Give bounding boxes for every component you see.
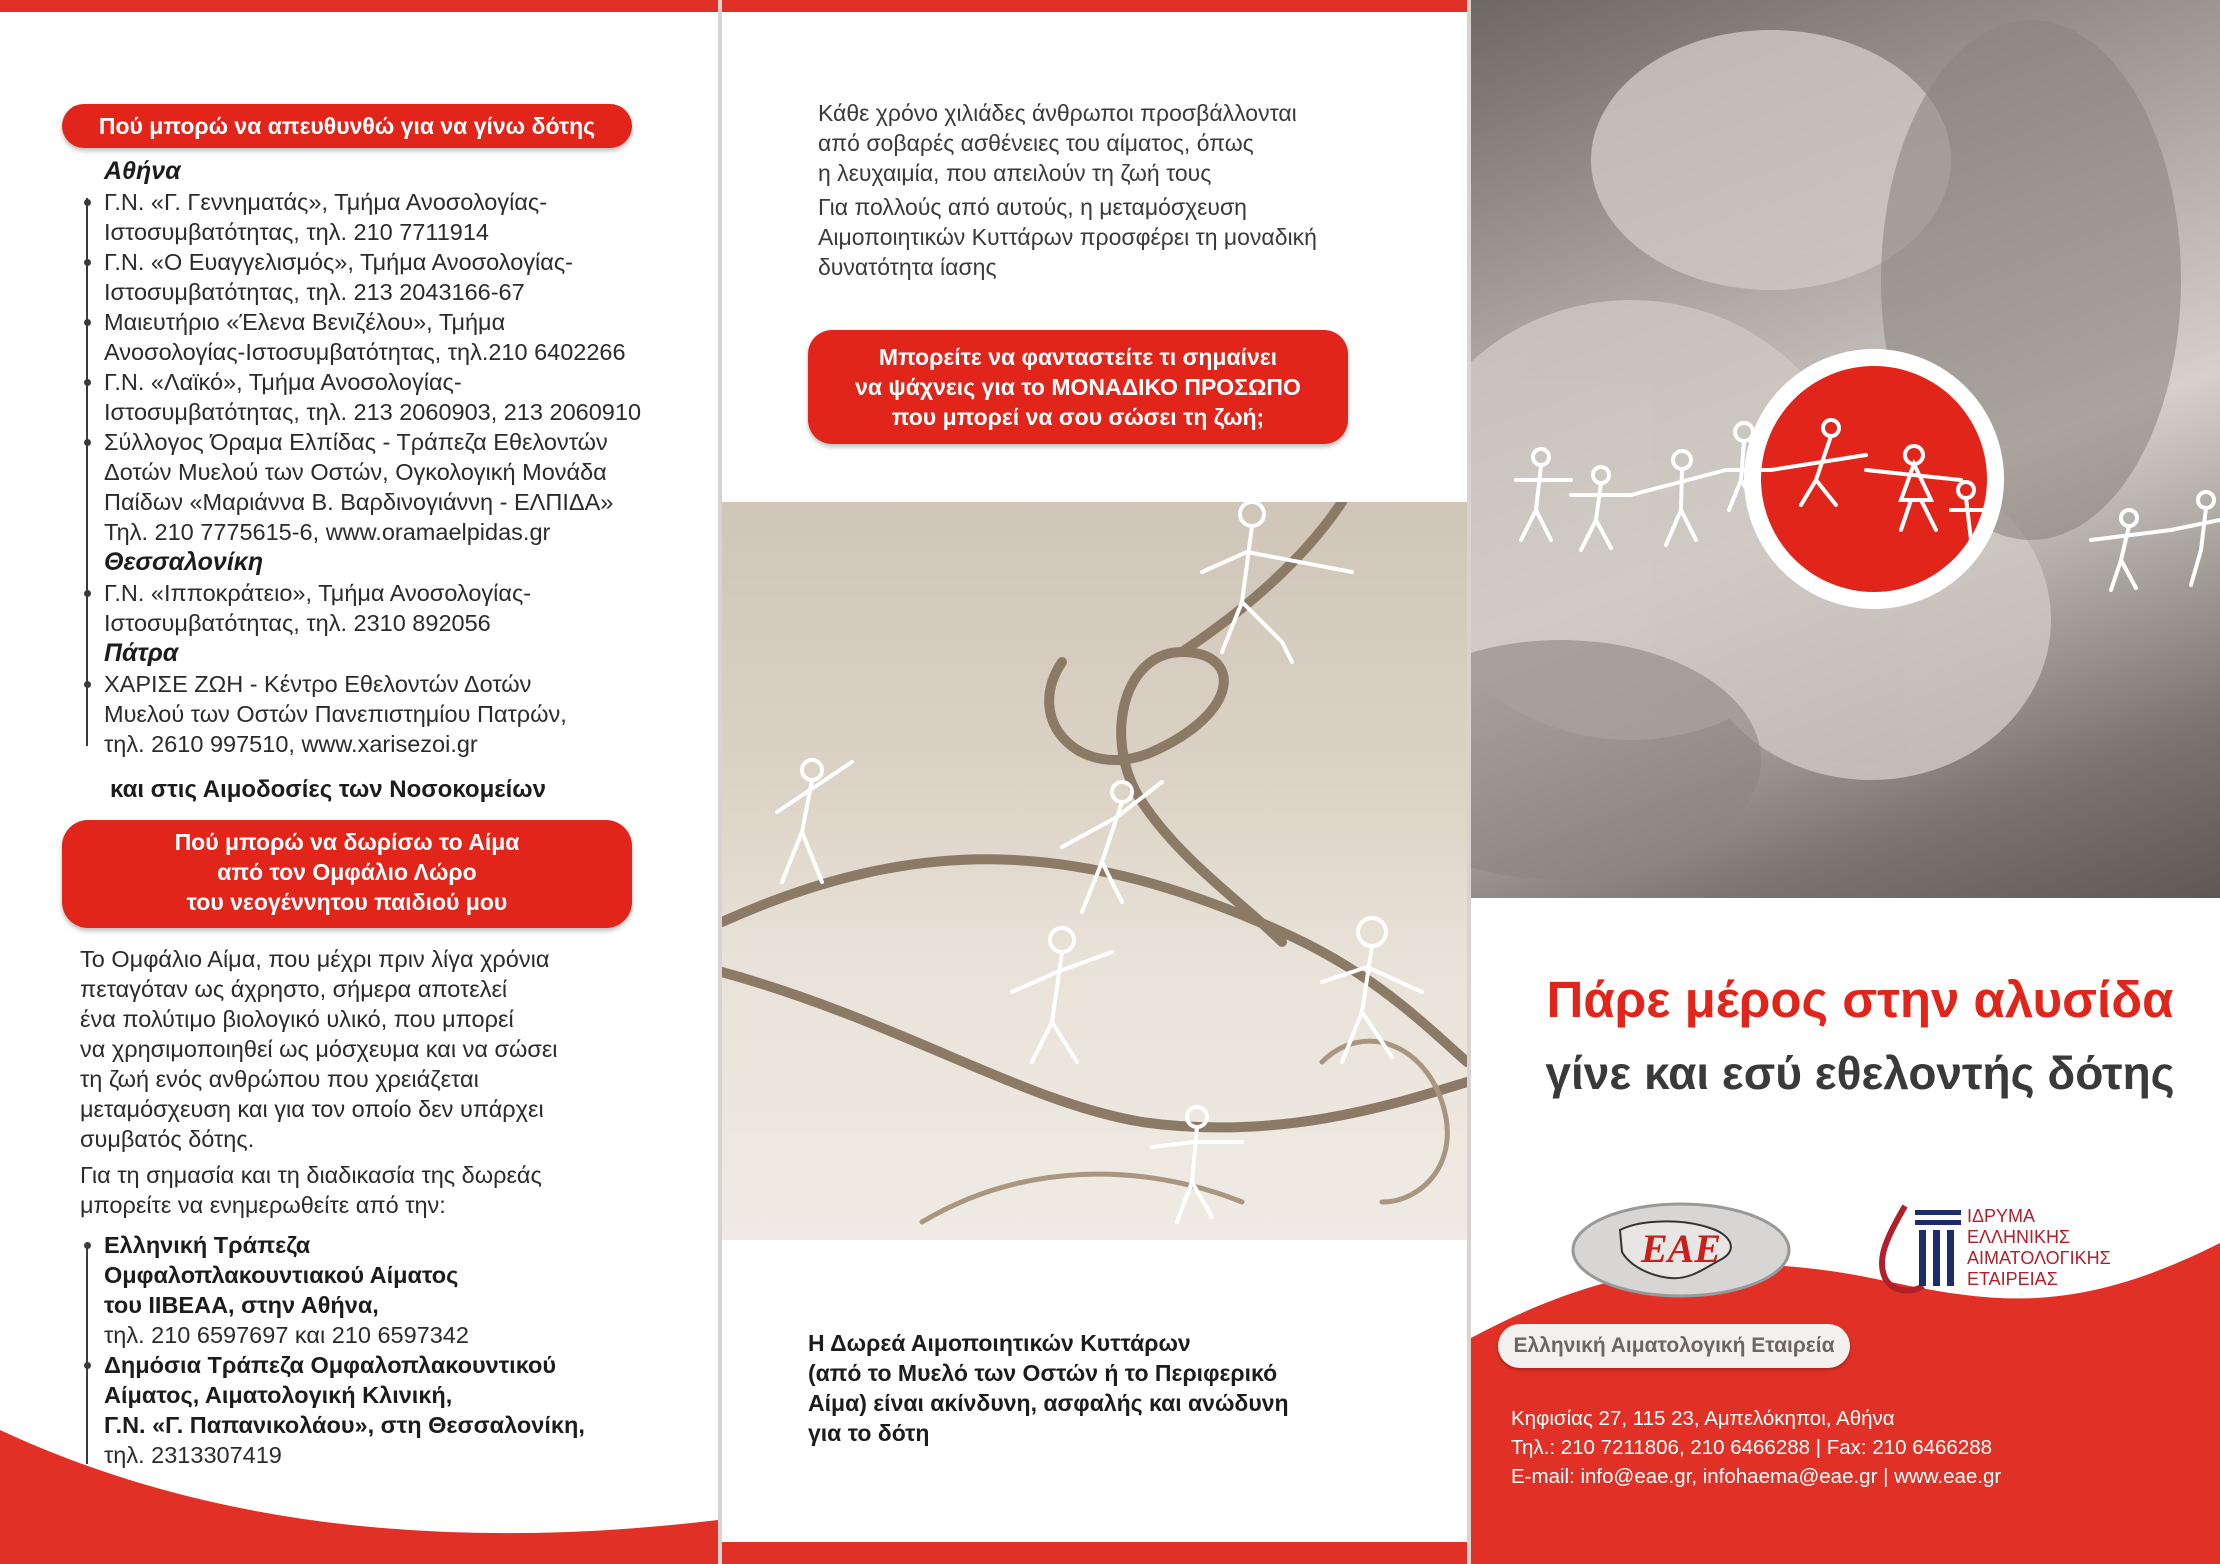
list-rule xyxy=(86,198,88,746)
city-athens: Αθήνα xyxy=(104,157,181,185)
foundation-logo xyxy=(1875,1200,1965,1300)
list-item: Γ.Ν. «Λαϊκό», Τμήμα Ανοσολογίας- Ιστοσυμβατότητας, τηλ. 213 2060903, 213 2060910 xyxy=(104,367,704,427)
bottom-red-edge xyxy=(722,1542,1467,1564)
top-red-edge xyxy=(0,0,718,12)
email-website[interactable]: E-mail: info@eae.gr, infohaema@eae.gr | www.eae.gr xyxy=(1511,1465,2002,1488)
city-thessaloniki: Θεσσαλονίκη xyxy=(104,548,264,576)
where-donor-heading: Πού μπορώ να απευθυνθώ για να γίνω δότης xyxy=(62,104,632,148)
intro-paragraph: Κάθε χρόνο χιλιάδες άνθρωποι προσβάλλονται από σοβαρές ασθένειες του αίματος, όπως η λευχαιμία, που απειλούν τη ζωή τους xyxy=(818,100,1297,186)
org-name-badge: Ελληνική Αιματολογική Εταιρεία xyxy=(1498,1324,1850,1368)
address: Κηφισίας 27, 115 23, Αμπελόκηποι, Αθήνα xyxy=(1511,1407,1895,1430)
donor-centers-list xyxy=(104,156,704,759)
donation-safety-text: Η Δωρεά Αιμοποιητικών Κυττάρων (από το Μυελό των Οστών ή το Περιφερικό Αίμα) είναι ακίνδυνη, ασφαλής και ανώδυνη για το δότη xyxy=(808,1330,1289,1446)
banks-rule xyxy=(86,1248,88,1464)
list-item: Μαιευτήριο «Έλενα Βενιζέλου», Τμήμα Ανοσολογίας-Ιστοσυμβατότητας, τηλ.210 6402266 xyxy=(104,307,704,367)
list-item: Δημόσια Τράπεζα Ομφαλοπλακουντικού Αίματος, Αιματολογική Κλινική, Γ.Ν. «Γ. Παπανικολάου», στη Θεσσαλονίκη, τηλ. 2313307419 xyxy=(104,1350,714,1470)
column-drop-logo-icon xyxy=(1875,1200,1965,1300)
list-item: Σύλλογος Όραμα Ελπίδας - Τράπεζα Εθελοντών Δοτών Μυελού των Οστών, Ογκολογική Μονάδα Παίδων «Μαριάννα Β. Βαρδινογιάννη - ΕΛΠΙΔΑ» Τηλ. 210 7775615-6, www.oramaelpidas.gr xyxy=(104,427,704,547)
cord-blood-heading: Πού μπορώ να δωρίσω το Αίμα από τον Ομφάλιο Λώρο του νεογέννητου παιδιού μου xyxy=(62,820,632,928)
list-item: Ελληνική Τράπεζα Ομφαλοπλακουντιακού Αίματος του ΙΙΒΕΑΑ, στην Αθήνα, τηλ. 210 6597697 και 210 6597342 xyxy=(104,1230,714,1350)
middle-panel xyxy=(722,0,1467,1564)
cord-banks-list xyxy=(104,1230,714,1470)
sub-headline: γίνε και εσύ εθελοντής δότης xyxy=(1545,1047,2175,1099)
rope-and-stick-figures-illustration xyxy=(722,502,1467,1240)
top-red-edge xyxy=(722,0,1467,12)
left-panel xyxy=(0,0,718,1564)
greece-map-logo-icon xyxy=(1570,1200,1792,1300)
list-item: Γ.Ν. «Ιπποκράτειο», Τμήμα Ανοσολογίας- Ιστοσυμβατότητας, τηλ. 2310 892056 xyxy=(104,578,704,638)
foundation-name: ΙΔΡΥΜΑ ΕΛΛΗΝΙΚΗΣ ΑΙΜΑΤΟΛΟΓΙΚΗΣ ΕΤΑΙΡΕΙΑΣ xyxy=(1967,1206,2111,1289)
transplant-paragraph: Για πολλούς από αυτούς, η μεταμόσχευση Αιμοποιητικών Κυττάρων προσφέρει τη μοναδική δυνατότητα ίασης xyxy=(818,194,1317,280)
hands-and-circle-illustration xyxy=(1471,0,2220,898)
phone-fax: Τηλ.: 210 7211806, 210 6466288 | Fax: 210 6466288 xyxy=(1511,1436,1993,1459)
cord-info-paragraph: Για τη σημασία και τη διαδικασία της δωρεάς μπορείτε να ενημερωθείτε από την: xyxy=(80,1162,542,1218)
cover-panel xyxy=(1471,0,2220,1564)
rope-figures-photo xyxy=(722,502,1467,1240)
cord-blood-paragraph: Το Ομφάλιο Αίμα, που μέχρι πριν λίγα χρόνια πεταγόταν ως άχρηστο, σήμερα αποτελεί ένα πολύτιμο βιολογικό υλικό, που μπορεί να χρησιμοποιηθεί ως μόσχευμα και να σώσει τη ζωή ενός ανθρώπου που χρειάζεται μεταμόσχευση και για τον οποίο δεν υπάρχει συμβατός δότης. xyxy=(80,946,558,1152)
list-item: Γ.Ν. «Ο Ευαγγελισμός», Τμήμα Ανοσολογίας- Ιστοσυμβατότητας, τηλ. 213 2043166-67 xyxy=(104,247,704,307)
eae-logo xyxy=(1570,1200,1792,1300)
hospitals-note: και στις Αιμοδοσίες των Νοσοκομείων xyxy=(110,776,546,803)
city-patra: Πάτρα xyxy=(104,639,179,667)
main-headline: Πάρε μέρος στην αλυσίδα xyxy=(1546,971,2174,1028)
list-item: Γ.Ν. «Γ. Γεννηματάς», Τμήμα Ανοσολογίας- Ιστοσυμβατότητας, τηλ. 210 7711914 xyxy=(104,187,704,247)
hands-chain-photo xyxy=(1471,0,2220,898)
list-item: ΧΑΡΙΣΕ ΖΩΗ - Κέντρο Εθελοντών Δοτών Μυελού των Οστών Πανεπιστημίου Πατρών, τηλ. 2610 997510, www.xarisezoi.gr xyxy=(104,669,704,759)
contact-info xyxy=(1511,1404,2001,1491)
unique-person-callout: Μπορείτε να φανταστείτε τι σημαίνει να ψάχνεις για το ΜΟΝΑΔΙΚΟ ΠΡΟΣΩΠΟ που μπορεί να σου σώσει τη ζωή; xyxy=(808,330,1348,444)
logo-letters: ΕΑΕ xyxy=(1640,1226,1722,1271)
